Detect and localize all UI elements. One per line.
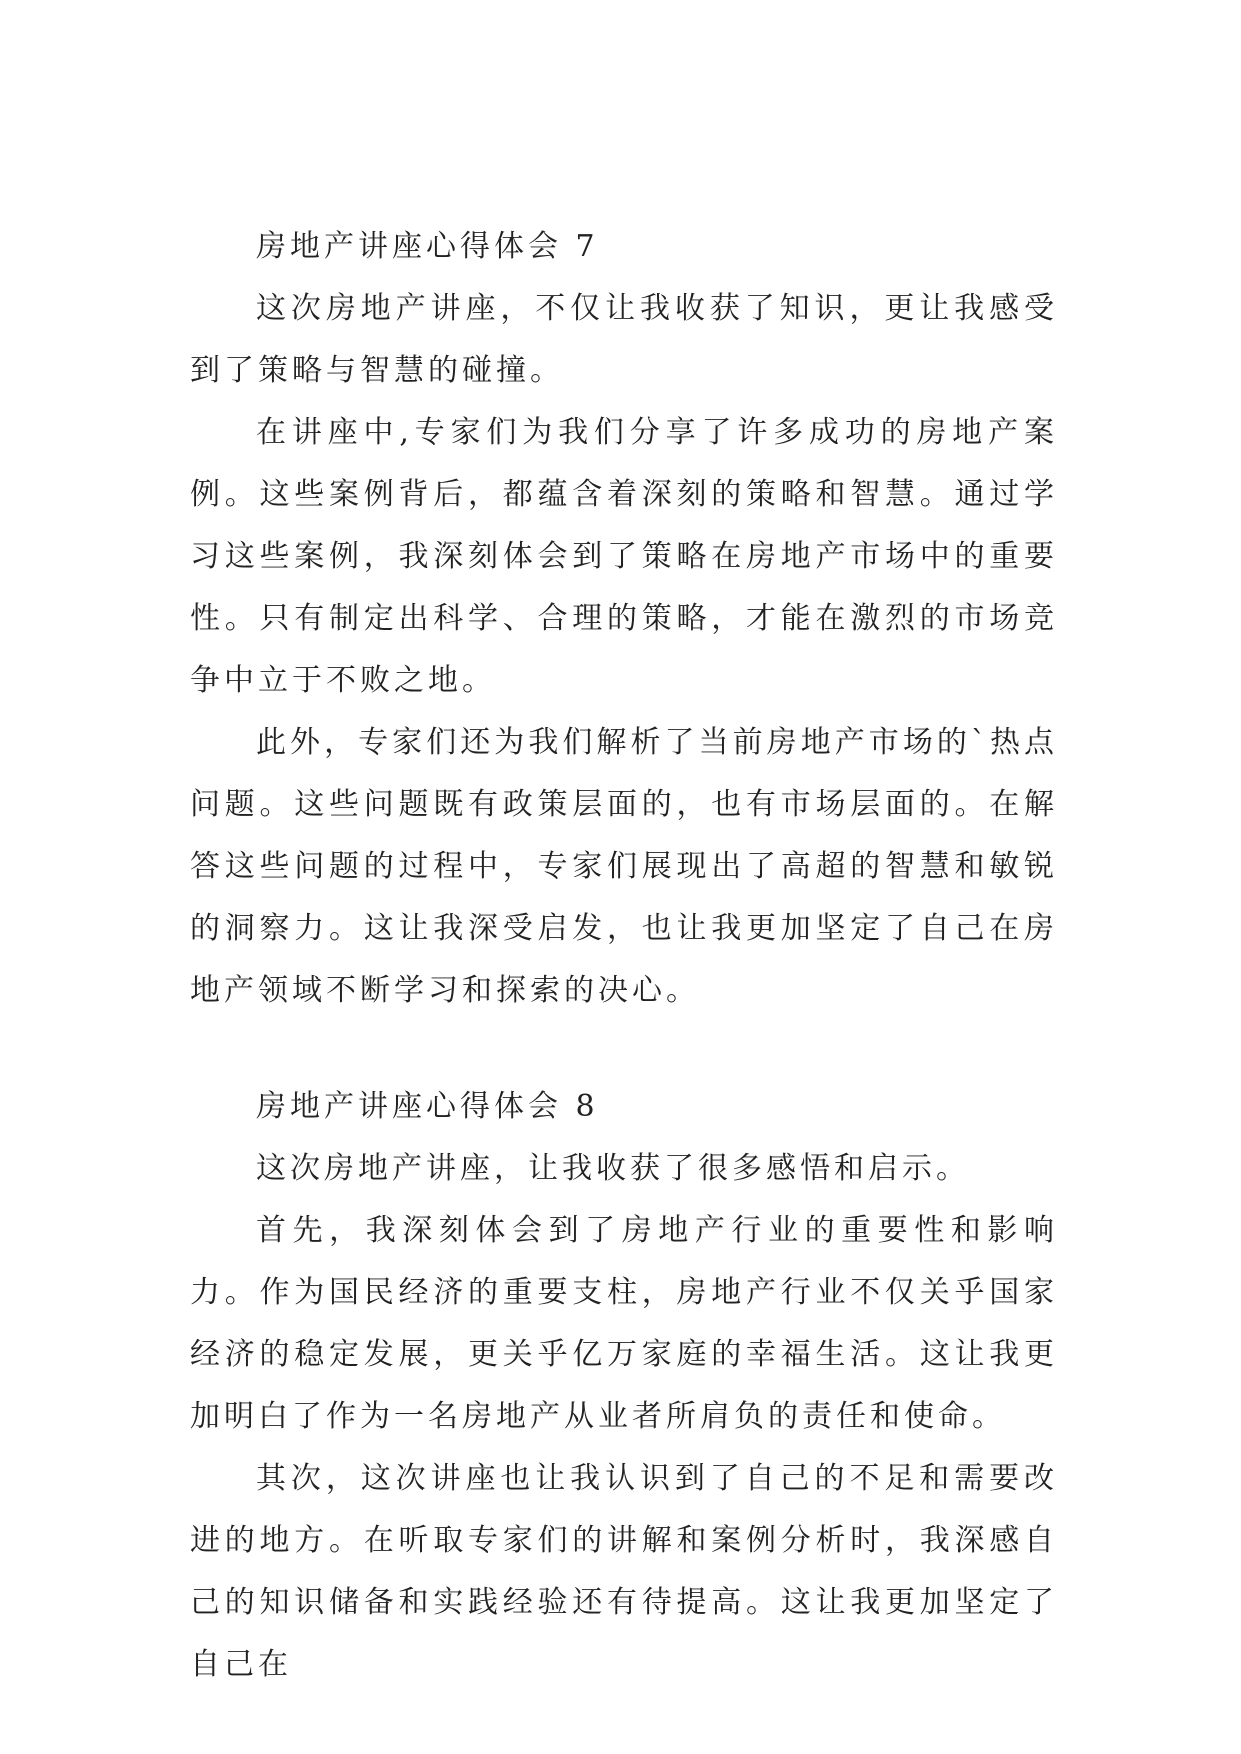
paragraph: 这次房地产讲座，不仅让我收获了知识，更让我感受到了策略与智慧的碰撞。 <box>190 291 1058 388</box>
section-heading: 房地产讲座心得体会 7 <box>256 229 599 264</box>
document-body <box>190 216 1058 1696</box>
essay-section-7 <box>190 216 1058 1022</box>
paragraph: 这次房地产讲座，让我收获了很多感悟和启示。 <box>256 1151 970 1186</box>
essay-section-8 <box>190 1076 1058 1696</box>
paragraph: 首先，我深刻体会到了房地产行业的重要性和影响力。作为国民经济的重要支柱，房地产行业不仅关乎国家经济的稳定发展，更关乎亿万家庭的幸福生活。这让我更加明白了作为一名房地产从业者所肩负的责任和使命。 <box>190 1213 1058 1434</box>
paragraph: 在讲座中,专家们为我们分享了许多成功的房地产案例。这些案例背后，都蕴含着深刻的策略和智慧。通过学习这些案例，我深刻体会到了策略在房地产市场中的重要性。只有制定出科学、合理的策略，才能在激烈的市场竞争中立于不败之地。 <box>190 415 1058 698</box>
section-heading: 房地产讲座心得体会 8 <box>256 1089 599 1124</box>
paragraph: 其次，这次讲座也让我认识到了自己的不足和需要改进的地方。在听取专家们的讲解和案例分析时，我深感自己的知识储备和实践经验还有待提高。这让我更加坚定了自己在 <box>190 1461 1058 1682</box>
paragraph: 此外，专家们还为我们解析了当前房地产市场的`热点问题。这些问题既有政策层面的，也有市场层面的。在解答这些问题的过程中，专家们展现出了高超的智慧和敏锐的洞察力。这让我深受启发，也让我更加坚定了自己在房地产领域不断学习和探索的决心。 <box>190 725 1058 1008</box>
